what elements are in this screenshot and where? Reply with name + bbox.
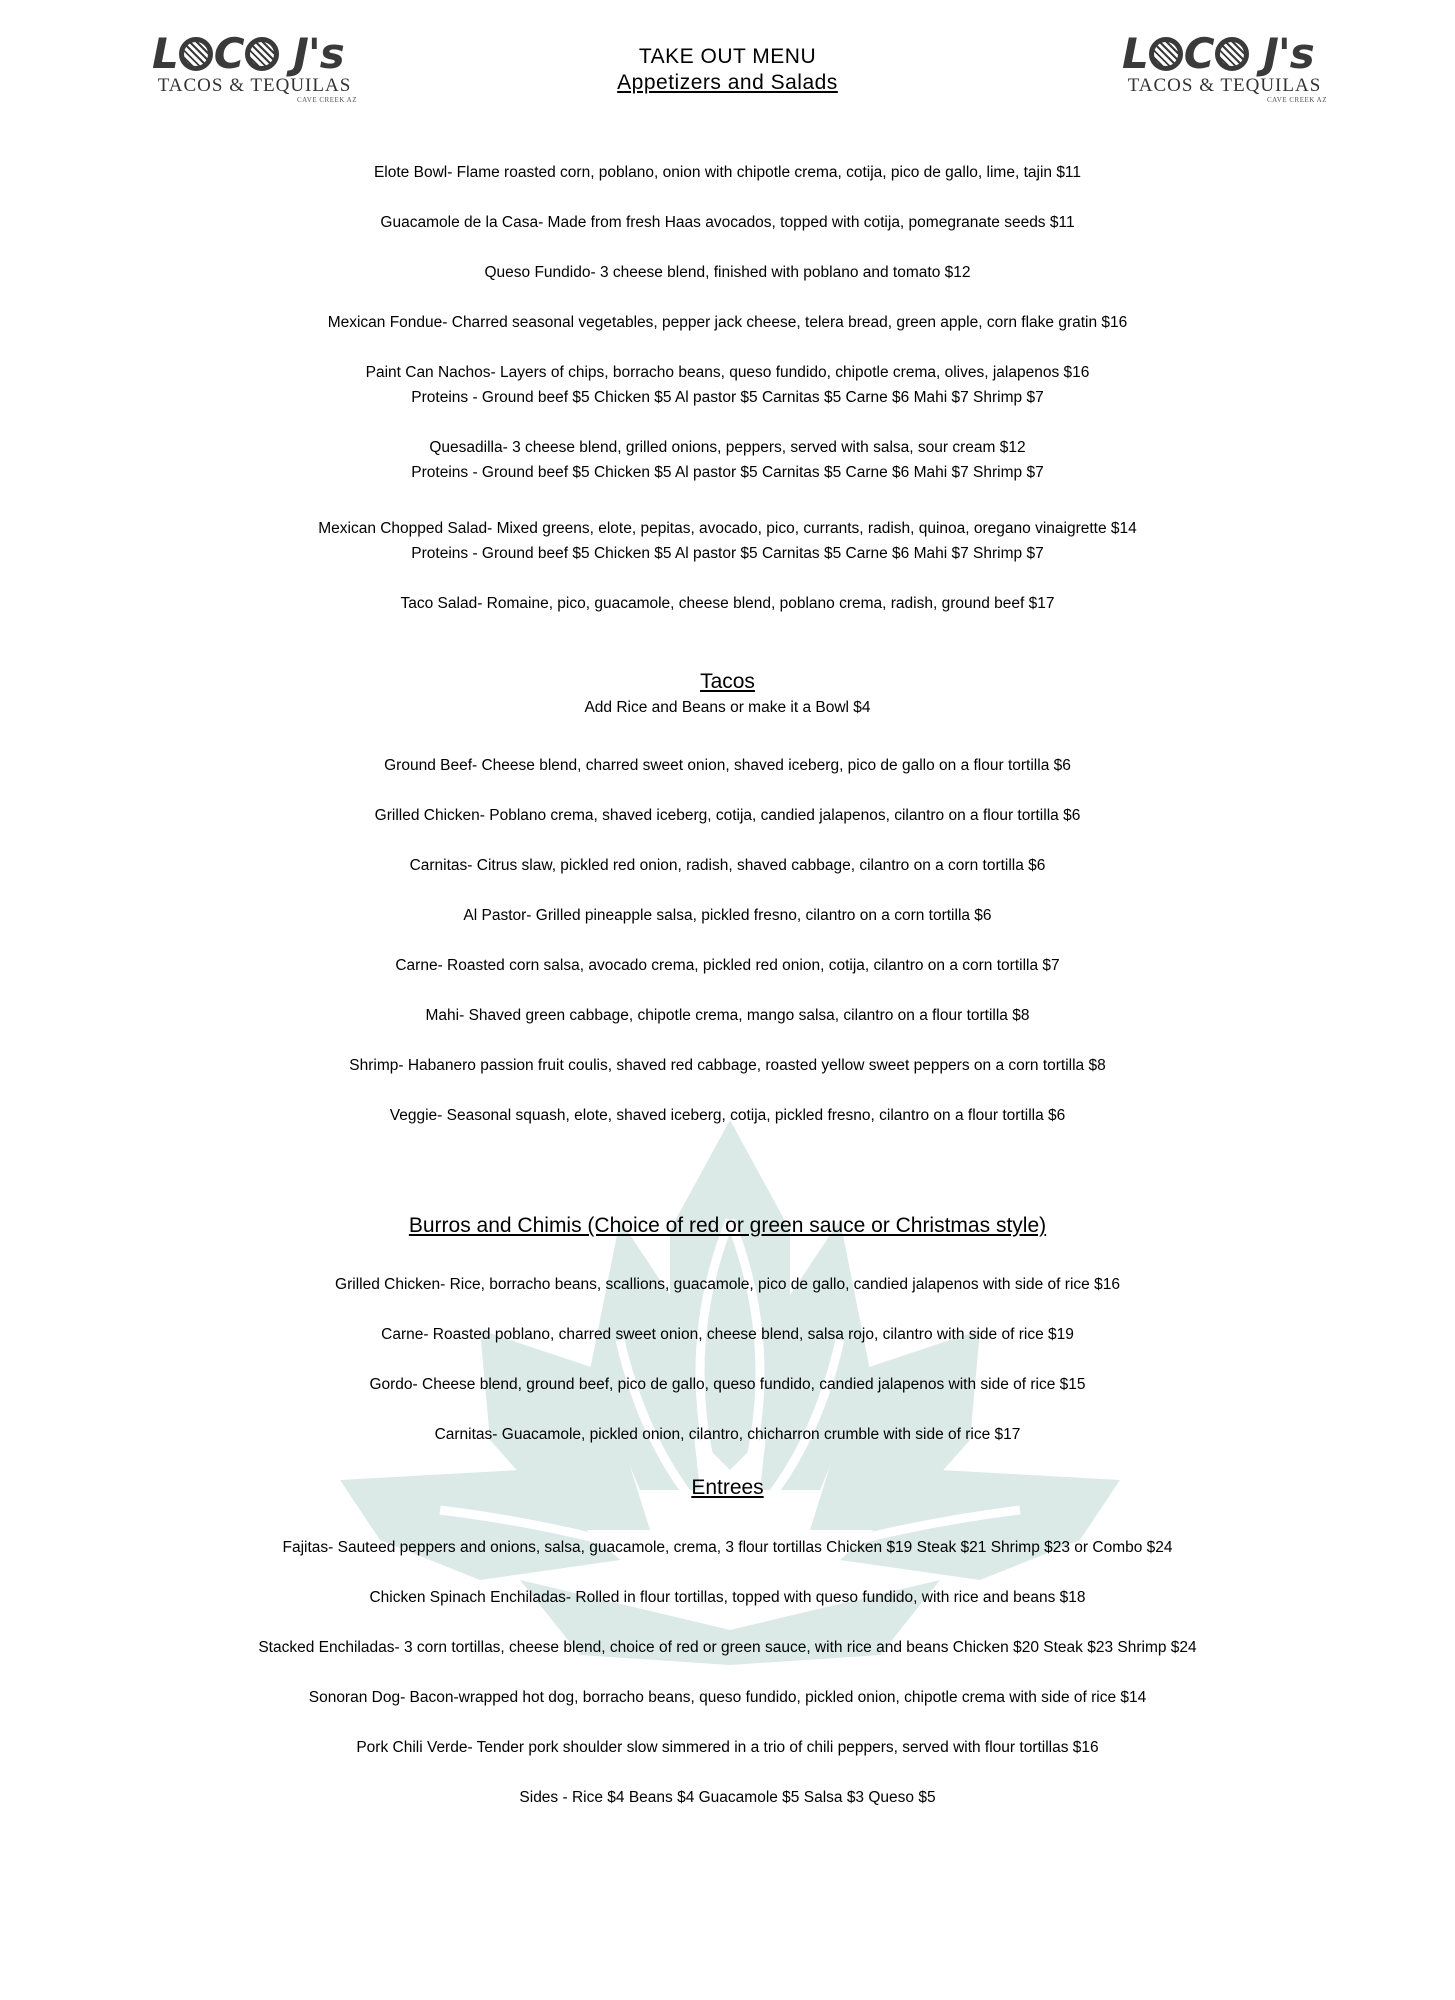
menu-item-proteins: Proteins - Ground beef $5 Chicken $5 Al pastor $5 Carnitas $5 Carne $6 Mahi $7 Shrimp $7 (411, 464, 1044, 481)
menu-item: Taco Salad- Romaine, pico, guacamole, cheese blend, poblano crema, radish, ground beef $17 (400, 595, 1055, 612)
menu-item: Grilled Chicken- Poblano crema, shaved iceberg, cotija, candied jalapenos, cilantro on a flour tortilla $6 (374, 807, 1081, 824)
menu-item: Sonoran Dog- Bacon-wrapped hot dog, borracho beans, queso fundido, pickled onion, chipotle crema with side of rice $14 (308, 1689, 1147, 1706)
menu-item: Carnitas- Citrus slaw, pickled red onion, radish, shaved cabbage, cilantro on a corn tortilla $6 (409, 857, 1046, 874)
menu-item: Queso Fundido- 3 cheese blend, finished with poblano and tomato $12 (484, 264, 971, 281)
section-title-appetizers: Appetizers and Salads (617, 71, 838, 94)
menu-item: Ground Beef- Cheese blend, charred sweet onion, shaved iceberg, pico de gallo on a flour tortilla $6 (384, 757, 1071, 774)
menu-item: Carne- Roasted corn salsa, avocado crema, pickled red onion, cotija, cilantro on a corn tortilla $7 (395, 957, 1060, 974)
menu-item: Al Pastor- Grilled pineapple salsa, pickled fresno, cilantro on a corn tortilla $6 (463, 907, 992, 924)
menu-item: Fajitas- Sauteed peppers and onions, salsa, guacamole, crema, 3 flour tortillas Chicken $19 Steak $21 Shrimp $23 or Combo $24 (282, 1539, 1173, 1556)
logo-location: CAVE CREEK AZ (1266, 96, 1327, 104)
menu-item: Mexican Chopped Salad- Mixed greens, elote, pepitas, avocado, pico, currants, radish, quinoa, oregano vinaigrette $14 (318, 520, 1137, 537)
logo-tagline: TACOS & TEQUILAS (157, 75, 352, 96)
menu-item: Mahi- Shaved green cabbage, chipotle crema, mango salsa, cilantro on a flour tortilla $8 (425, 1007, 1030, 1024)
menu-item-proteins: Proteins - Ground beef $5 Chicken $5 Al pastor $5 Carnitas $5 Carne $6 Mahi $7 Shrimp $7 (411, 389, 1044, 406)
tacos-note: Add Rice and Beans or make it a Bowl $4 (584, 699, 871, 716)
menu-item: Carnitas- Guacamole, pickled onion, cilantro, chicharron crumble with side of rice $17 (434, 1426, 1021, 1443)
menu-item: Shrimp- Habanero passion fruit coulis, shaved red cabbage, roasted yellow sweet peppers on a corn tortilla $8 (349, 1057, 1106, 1074)
menu-item: Grilled Chicken- Rice, borracho beans, scallions, guacamole, pico de gallo, candied jalapenos with side of rice $16 (335, 1276, 1120, 1293)
logo-location: CAVE CREEK AZ (296, 96, 357, 104)
menu-item: Chicken Spinach Enchiladas- Rolled in flour tortillas, topped with queso fundido, with rice and beans $18 (369, 1589, 1086, 1606)
menu-item: Stacked Enchiladas- 3 corn tortillas, cheese blend, choice of red or green sauce, with rice and beans Chicken $20 Steak $23 Shrimp $24 (258, 1639, 1197, 1656)
menu-item: Mexican Fondue- Charred seasonal vegetables, pepper jack cheese, telera bread, green apple, corn flake gratin $16 (327, 314, 1128, 331)
menu-header (0, 44, 1455, 96)
section-title-entrees: Entrees (691, 1476, 764, 1499)
menu-item: Elote Bowl- Flame roasted corn, poblano, onion with chipotle crema, cotija, pico de gallo, lime, tajin $11 (373, 164, 1082, 181)
section-title-tacos: Tacos (700, 670, 755, 693)
section-title-burros: Burros and Chimis (Choice of red or green sauce or Christmas style) (408, 1214, 1047, 1237)
logo-wordmark: L C J's (1122, 29, 1314, 78)
menu-item-proteins: Proteins - Ground beef $5 Chicken $5 Al pastor $5 Carnitas $5 Carne $6 Mahi $7 Shrimp $7 (411, 545, 1044, 562)
logo-tagline: TACOS & TEQUILAS (1127, 75, 1322, 96)
menu-item: Veggie- Seasonal squash, elote, shaved iceberg, cotija, pickled fresno, cilantro on a flour tortilla $6 (389, 1107, 1066, 1124)
menu-item: Paint Can Nachos- Layers of chips, borracho beans, queso fundido, chipotle crema, olives, jalapenos $16 (365, 364, 1090, 381)
menu-item: Carne- Roasted poblano, charred sweet onion, cheese blend, salsa rojo, cilantro with side of rice $19 (381, 1326, 1074, 1343)
menu-item: Gordo- Cheese blend, ground beef, pico de gallo, queso fundido, candied jalapenos with side of rice $15 (369, 1376, 1086, 1393)
menu-title: TAKE OUT MENU (638, 45, 817, 68)
menu-item: Pork Chili Verde- Tender pork shoulder slow simmered in a trio of chili peppers, served with flour tortillas $16 (356, 1739, 1099, 1756)
menu-item: Quesadilla- 3 cheese blend, grilled onions, peppers, served with salsa, sour cream $12 (429, 439, 1026, 456)
sides-line: Sides - Rice $4 Beans $4 Guacamole $5 Salsa $3 Queso $5 (519, 1789, 936, 1806)
menu-item: Guacamole de la Casa- Made from fresh Haas avocados, topped with cotija, pomegranate seeds $11 (380, 214, 1075, 231)
logo-wordmark: L C J's (152, 29, 344, 78)
